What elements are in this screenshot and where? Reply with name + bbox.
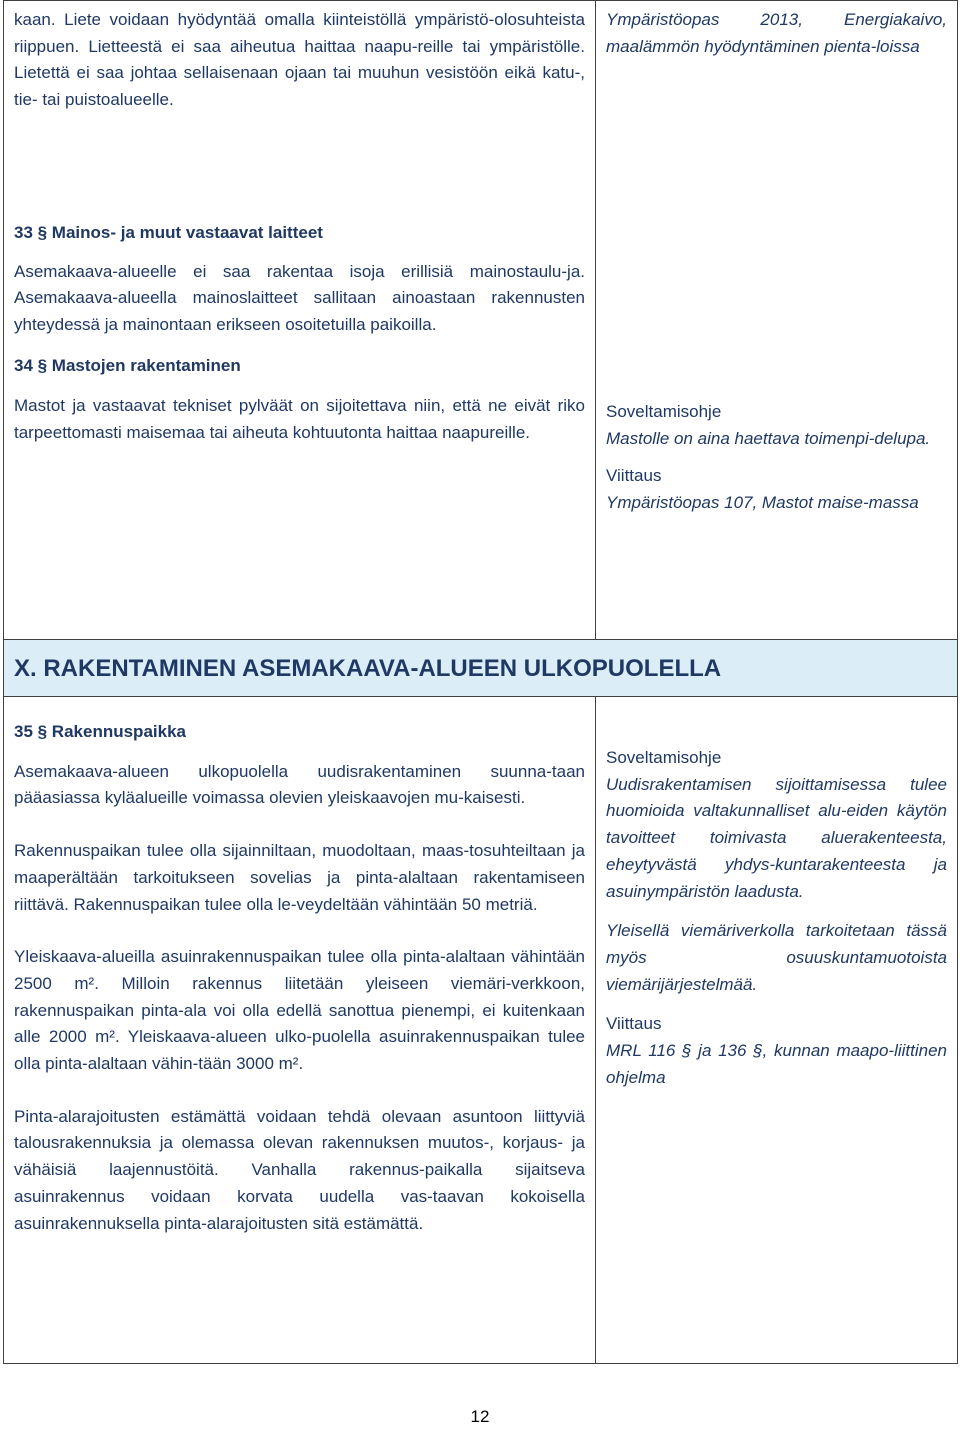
liete-paragraph: kaan. Liete voidaan hyödyntää omalla kiinteistöllä ympäristö-olosuhteista riippuen. Lietteestä ei saa aiheutua haittaa naapu-reille tai ympäristölle. Lietettä ei saa johtaa sellaisenaan ojaan tai muuhun vesistöön eikä katu-, tie- tai puistoalueelle.: [14, 10, 585, 110]
section-34-text: Mastot ja vastaavat tekniset pylväät on sijoitettava niin, että ne eivät riko tarpeettomasti maisemaa tai aiheuta kohtuutonta haittaa naapureille.: [14, 396, 585, 443]
right-cell: [596, 697, 958, 1364]
section-33-text: Asemakaava-alueelle ei saa rakentaa isoja erillisiä mainostaulu-ja. Asemakaava-alueella mainoslaitteet sallitaan ainoastaan rakennusten yhteydessä ja mainontaan erikseen osoitetuilla paikoilla.: [14, 261, 585, 334]
section-34-heading: 34 § Mastojen rakentaminen: [14, 355, 241, 375]
section-33-heading: 33 § Mainos- ja muut vastaavat laitteet: [14, 222, 323, 242]
guide-text: Uudisrakentamisen sijoittamisessa tulee huomioida valtakunnalliset alu-eiden käytön tavoitteet toimivasta aluerakenteesta, eheytyvästä yhdys-kuntarakenteesta ja asuinympäristön laadusta.: [606, 774, 947, 901]
guide-label: Soveltamisohje: [606, 748, 722, 767]
left-cell: [4, 1, 596, 640]
reference-label: Viittaus: [606, 465, 662, 485]
section-35-p2: Rakennuspaikan tulee olla sijainniltaan, muodoltaan, maas-tosuhteiltaan ja maaperältään tarkoitukseen sovelias ja pinta-alaltaan rakentamiseen riittävä. Rakennuspaikan tulee olla le-veydeltään vähintään 50 metriä.: [14, 841, 585, 914]
left-cell: [4, 697, 596, 1364]
reference-text: Ympäristöopas 107, Mastot maise-massa: [606, 492, 919, 512]
guide-text: Mastolle on aina haettava toimenpi-delupa.: [606, 429, 931, 449]
right-cell: [596, 1, 958, 640]
regulation-table: [3, 0, 958, 1364]
section-35-p4: Pinta-alarajoitusten estämättä voidaan tehdä olevaan asuntoon liittyviä talousrakennuksia ja olemassa olevan rakennuksen muutos-, korjaus- ja vähäisiä laajennustöitä. Vanhalla rakennus-paikalla sijaitseva asuinrakennus voidaan korvata uudella vas-taavan kokoisella asuinrakennuksella pinta-alarajoitusten sitä estämättä.: [14, 1106, 585, 1233]
section-35-heading: 35 § Rakennuspaikka: [14, 722, 186, 741]
chapter-title: X. RAKENTAMINEN ASEMAKAAVA-ALUEEN ULKOPUOLELLA: [14, 655, 722, 682]
guide-text: Yleisellä viemäriverkolla tarkoitetaan tässä myös osuuskuntamuotoista viemärijärjestelmää.: [606, 921, 947, 994]
reference-text: MRL 116 § ja 136 §, kunnan maapo-liittinen ohjelma: [606, 1041, 947, 1087]
page-number: 12: [470, 1407, 490, 1426]
guide-label: Soveltamisohje: [606, 402, 722, 422]
table-row: [4, 697, 958, 1364]
chapter-cell: [4, 640, 958, 697]
section-35-p1: Asemakaava-alueen ulkopuolella uudisrakentaminen suunna-taan pääasiassa kyläalueille voimassa olevien yleiskaavojen mu-kaisesti.: [14, 761, 585, 808]
reference-label: Viittaus: [606, 1014, 662, 1034]
section-35-p3: Yleiskaava-alueilla asuinrakennuspaikan tulee olla pinta-alaltaan vähintään 2500 m². Milloin rakennus liitetään yleiseen viemäri-verkkoon, rakennuspaikan pinta-ala voi olla edellä sanottua pienempi, ei kuitenkaan alle 2000 m². Yleiskaava-alueen ulko-puolella asuinrakennuspaikan tulee olla pinta-alaltaan vähin-tään 3000 m².: [14, 947, 585, 1074]
chapter-row: [4, 640, 958, 697]
reference-energiakaivo: Ympäristöopas 2013, Energiakaivo, maalämmön hyödyntäminen pienta-loissa: [606, 10, 947, 56]
table-row: [4, 1, 958, 640]
